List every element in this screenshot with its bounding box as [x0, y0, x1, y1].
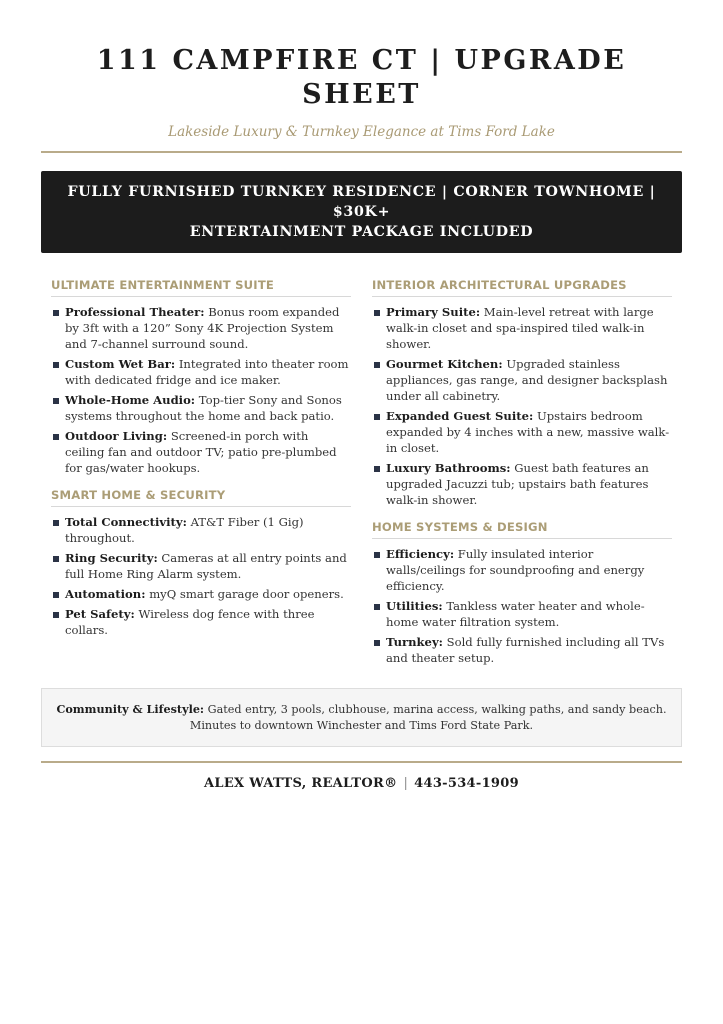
square-bullet-icon [53, 520, 59, 526]
square-bullet-icon [53, 612, 59, 618]
agent-phone: 443-534-1909 [414, 776, 519, 791]
item-text: Upstairs bedroom expanded by 4 inches with a new, massive walk-in closet. [386, 409, 670, 455]
entertainment-list [51, 304, 351, 476]
item-label: Professional Theater: [65, 305, 205, 319]
community-label: Community & Lifestyle: [56, 702, 205, 716]
item-text: Main-level retreat with large walk-in closet and spa-inspired tiled walk-in shower. [386, 305, 654, 351]
section-heading-smart-home: SMART HOME & SECURITY [51, 488, 351, 507]
item-label: Automation: [65, 587, 146, 601]
interior-list [372, 304, 672, 508]
section-heading-entertainment: ULTIMATE ENTERTAINMENT SUITE [51, 278, 351, 297]
section-heading-home-systems: HOME SYSTEMS & DESIGN [372, 520, 672, 539]
item-text: Cameras at all entry points and full Home Ring Alarm system. [65, 551, 347, 581]
agent-contact [41, 776, 682, 791]
square-bullet-icon [53, 434, 59, 440]
square-bullet-icon [53, 310, 59, 316]
square-bullet-icon [374, 362, 380, 368]
banner-line-2: ENTERTAINMENT PACKAGE INCLUDED [189, 224, 534, 240]
list-item [372, 304, 672, 352]
square-bullet-icon [374, 466, 380, 472]
left-column [51, 278, 351, 670]
square-bullet-icon [53, 556, 59, 562]
list-item [51, 586, 351, 602]
item-text: Sold fully furnished including all TVs and theater setup. [386, 635, 665, 665]
header-divider [41, 151, 682, 153]
square-bullet-icon [53, 398, 59, 404]
list-item [372, 546, 672, 594]
item-text: Bonus room expanded by 3ft with a 120” Sony 4K Projection System and 7-channel surround sound. [65, 305, 340, 351]
list-item [51, 356, 351, 388]
list-item [372, 408, 672, 456]
item-label: Whole-Home Audio: [65, 393, 196, 407]
list-item [51, 304, 351, 352]
feature-columns [41, 278, 682, 670]
square-bullet-icon [374, 604, 380, 610]
list-item [51, 550, 351, 582]
item-label: Gourmet Kitchen: [386, 357, 503, 371]
list-item [372, 598, 672, 630]
contact-separator: | [403, 776, 409, 791]
item-label: Outdoor Living: [65, 429, 168, 443]
smart-home-list [51, 514, 351, 638]
right-column [372, 278, 672, 670]
item-label: Expanded Guest Suite: [386, 409, 534, 423]
item-label: Luxury Bathrooms: [386, 461, 511, 475]
home-systems-list [372, 546, 672, 666]
list-item [372, 634, 672, 666]
footer-divider [41, 761, 682, 763]
item-label: Utilities: [386, 599, 443, 613]
item-text: Guest bath features an upgraded Jacuzzi tub; upstairs bath features walk-in shower. [386, 461, 649, 507]
list-item [372, 356, 672, 404]
list-item [51, 428, 351, 476]
community-box [41, 688, 682, 747]
list-item [51, 392, 351, 424]
page-title: 111 CAMPFIRE CT | UPGRADE SHEET [96, 45, 627, 110]
item-text: AT&T Fiber (1 Gig) throughout. [65, 515, 304, 545]
item-label: Primary Suite: [386, 305, 481, 319]
page-subtitle: Lakeside Luxury & Turnkey Elegance at Tims Ford Lake [168, 124, 555, 140]
item-label: Turnkey: [386, 635, 443, 649]
item-label: Ring Security: [65, 551, 158, 565]
list-item [372, 460, 672, 508]
item-label: Custom Wet Bar: [65, 357, 176, 371]
item-text: Integrated into theater room with dedicated fridge and ice maker. [65, 357, 349, 387]
list-item [51, 514, 351, 546]
item-text: myQ smart garage door openers. [149, 587, 344, 601]
item-text: Wireless dog fence with three collars. [65, 607, 315, 637]
item-text: Top-tier Sony and Sonos systems throughout the home and back patio. [65, 393, 342, 423]
item-text: Fully insulated interior walls/ceilings for soundproofing and energy efficiency. [386, 547, 645, 593]
square-bullet-icon [374, 310, 380, 316]
item-label: Efficiency: [386, 547, 455, 561]
list-item [51, 606, 351, 638]
square-bullet-icon [53, 362, 59, 368]
item-text: Tankless water heater and whole-home water filtration system. [386, 599, 645, 629]
section-heading-interior: INTERIOR ARCHITECTURAL UPGRADES [372, 278, 672, 297]
square-bullet-icon [374, 414, 380, 420]
item-label: Total Connectivity: [65, 515, 187, 529]
square-bullet-icon [53, 592, 59, 598]
agent-name: ALEX WATTS, REALTOR® [204, 776, 398, 791]
feature-banner [41, 171, 682, 253]
item-text: Screened-in porch with ceiling fan and outdoor TV; patio pre-plumbed for gas/water hookups. [65, 429, 337, 475]
banner-line-1: FULLY FURNISHED TURNKEY RESIDENCE | CORNER TOWNHOME | $30K+ [67, 184, 656, 220]
item-text: Upgraded stainless appliances, gas range, and designer backsplash under all cabinetry. [386, 357, 668, 403]
square-bullet-icon [374, 640, 380, 646]
item-label: Pet Safety: [65, 607, 135, 621]
square-bullet-icon [374, 552, 380, 558]
community-text: Gated entry, 3 pools, clubhouse, marina access, walking paths, and sandy beach. Minutes to downtown Winchester and Tims Ford State Park. [189, 703, 667, 732]
